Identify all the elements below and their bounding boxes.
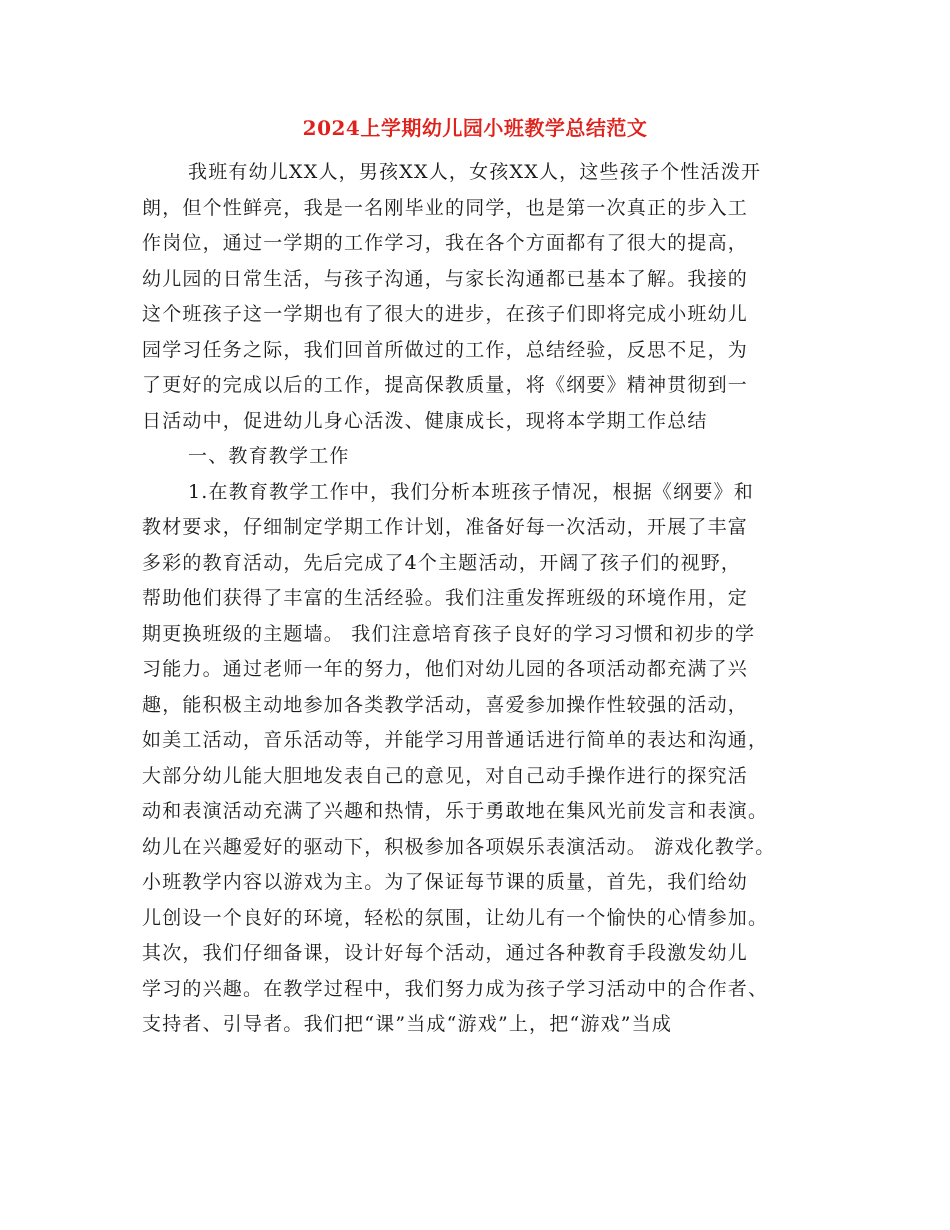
paragraph-line: 支持者、引导者。我们把“课”当成“游戏”上，把“游戏”当成: [142, 1013, 673, 1035]
section-heading: 一、教育教学工作: [188, 445, 350, 467]
paragraph-line: 小班教学内容以游戏为主。为了保证每节课的质量，首先，我们给幼: [142, 871, 749, 893]
paragraph-line: 儿创设一个良好的环境，轻松的氛围，让幼儿有一个愉快的心情参加。: [142, 906, 769, 929]
paragraph-line: 幼儿园的日常生活，与孩子沟通，与家长沟通都已基本了解。我接的: [142, 267, 749, 290]
paragraph-line: 趣，能积极主动地参加各类教学活动，喜爱参加操作性较强的活动，: [142, 693, 749, 716]
paragraph-line: 幼儿在兴趣爱好的驱动下，积极参加各项娱乐表演活动。 游戏化教学。: [142, 835, 776, 858]
paragraph-line: 其次，我们仔细备课，设计好每个活动，通过各种教育手段激发幼儿: [142, 942, 749, 964]
paragraph-line: 期更换班级的主题墙。 我们注意培育孩子良好的学习习惯和初步的学: [142, 622, 756, 645]
document-title: 2024上学期幼儿园小班教学总结范文: [302, 116, 648, 140]
paragraph-line: 朗，但个性鲜亮，我是一名刚毕业的同学，也是第一次真正的步入工: [142, 196, 749, 219]
paragraph-line: 这个班孩子这一学期也有了很大的进步，在孩子们即将完成小班幼儿: [142, 303, 749, 325]
paragraph-line: 习能力。通过老师一年的努力，他们对幼儿园的各项活动都充满了兴: [142, 658, 749, 680]
paragraph-line: 动和表演活动充满了兴趣和热情，乐于勇敢地在集风光前发言和表演。: [142, 800, 769, 822]
paragraph-line: 帮助他们获得了丰富的生活经验。我们注重发挥班级的环境作用，定: [142, 587, 749, 609]
paragraph-line: 园学习任务之际，我们回首所做过的工作，总结经验，反思不足，为: [142, 338, 749, 361]
document-body: [142, 155, 822, 1043]
paragraph-line: 1.在教育教学工作中，我们分析本班孩子情况，根据《纲要》和: [188, 480, 754, 503]
paragraph-line: 如美工活动，音乐活动等，并能学习用普通话进行简单的表达和沟通，: [142, 729, 769, 751]
paragraph-line: 学习的兴趣。在教学过程中，我们努力成为孩子学习活动中的合作者、: [142, 977, 769, 1000]
paragraph-line: 作岗位，通过一学期的工作学习，我在各个方面都有了很大的提高，: [142, 232, 749, 254]
paragraph-line: 我班有幼儿XX人，男孩XX人，女孩XX人，这些孩子个性活泼开: [188, 161, 762, 183]
paragraph-line: 教材要求，仔细制定学期工作计划，准备好每一次活动，开展了丰富: [142, 516, 749, 538]
paragraph-line: 了更好的完成以后的工作，提高保教质量，将《纲要》精神贯彻到一: [142, 374, 749, 396]
paragraph-line: 大部分幼儿能大胆地发表自己的意见，对自己动手操作进行的探究活: [142, 764, 749, 787]
paragraph-line: 多彩的教育活动，先后完成了4个主题活动，开阔了孩子们的视野，: [142, 551, 742, 574]
paragraph-line: 日活动中，促进幼儿身心活泼、健康成长，现将本学期工作总结: [142, 409, 708, 432]
